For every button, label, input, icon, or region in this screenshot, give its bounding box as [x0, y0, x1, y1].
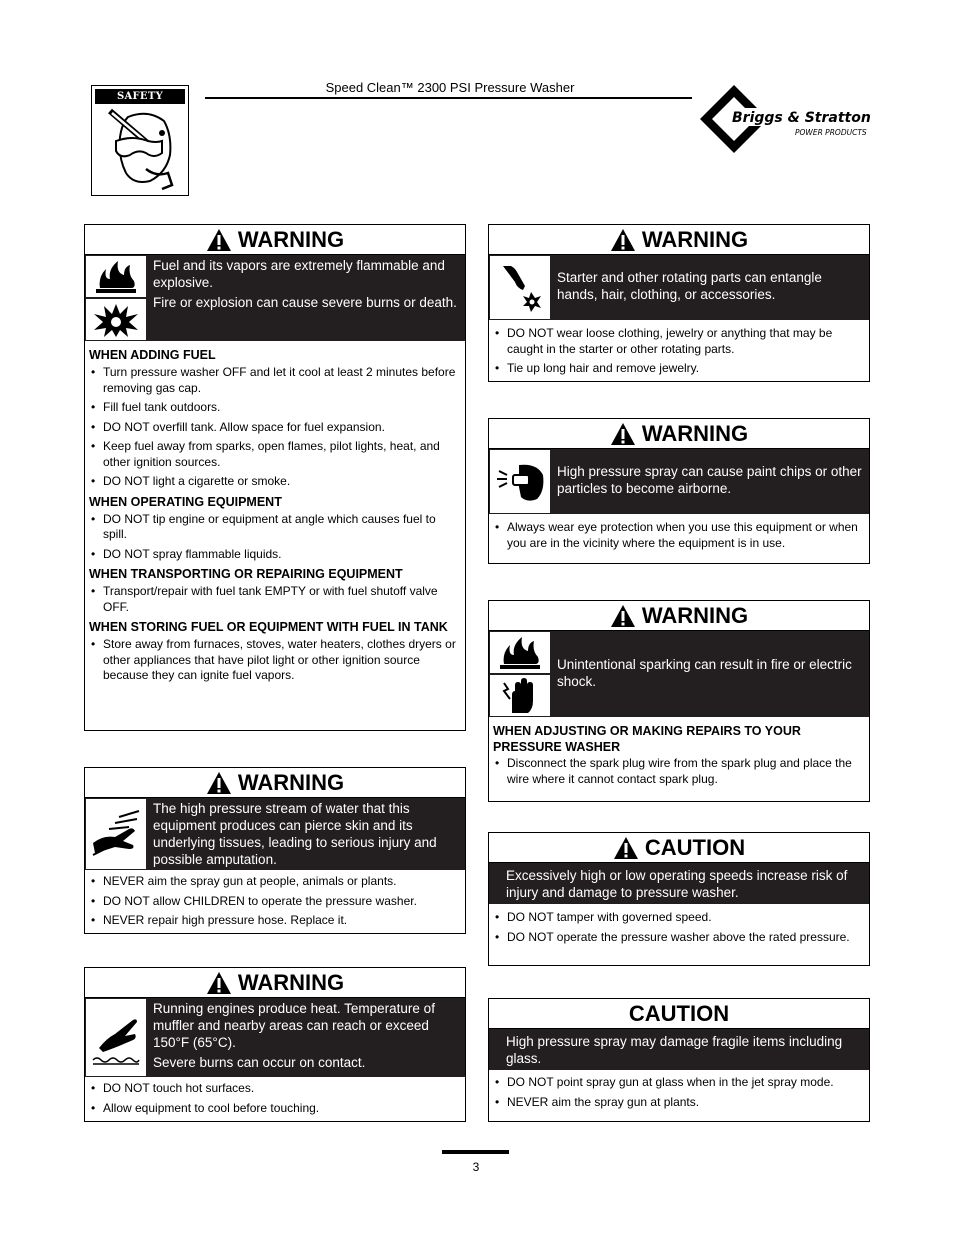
instructions	[85, 1077, 465, 1124]
brand-subtitle: POWER PRODUCTS	[795, 128, 867, 137]
explosion-icon	[85, 298, 147, 341]
hazard-text: Severe burns can occur on contact.	[153, 1055, 366, 1070]
header-rule	[205, 97, 692, 99]
fire-icon	[489, 631, 551, 674]
section-heading: WHEN ADJUSTING OR MAKING REPAIRS TO YOUR PRESSURE WASHER	[493, 724, 801, 754]
instructions	[85, 870, 465, 937]
hazard-panel	[489, 1029, 869, 1070]
starter-warning-box	[488, 224, 870, 382]
document-title: Speed Clean™ 2300 PSI Pressure Washer	[325, 80, 575, 95]
instructions	[489, 320, 869, 385]
warning-triangle-icon	[610, 228, 636, 252]
hazard-panel	[489, 863, 869, 904]
list-item: • DO NOT spray flammable liquids.	[89, 547, 460, 563]
speed-caution-box	[488, 832, 870, 966]
hazard-panel	[85, 255, 465, 341]
hazard-text: Running engines produce heat. Temperature of muffler and nearby areas can reach or exceed 150°F (65°C).	[153, 1001, 435, 1050]
eye-protection-icon	[489, 449, 551, 514]
box-title-text: CAUTION	[644, 834, 746, 860]
section-heading: WHEN OPERATING EQUIPMENT	[89, 494, 282, 509]
brand-diamond-icon	[698, 84, 870, 154]
spray-warning-box	[488, 418, 870, 564]
hazard-text: High pressure spray can cause paint chips or other particles to become airborne.	[557, 464, 862, 496]
box-title-text: CAUTION	[628, 1000, 730, 1026]
box-title-text: WARNING	[237, 769, 345, 795]
hazard-text: High pressure spray may damage fragile items including glass.	[506, 1034, 843, 1066]
hazard-text: Starter and other rotating parts can entangle hands, hair, clothing, or accessories.	[557, 270, 822, 302]
warning-triangle-icon	[613, 836, 639, 860]
section-heading: WHEN TRANSPORTING OR REPAIRING EQUIPMENT	[89, 567, 403, 581]
box-title-text: WARNING	[641, 226, 749, 252]
hazard-text: The high pressure stream of water that this equipment produces can pierce skin and its underlying tissues, leading to serious injury and possible amputation.	[153, 801, 437, 867]
hazard-text: Fire or explosion can cause severe burns or death.	[153, 295, 457, 310]
section-heading: WHEN ADDING FUEL	[89, 348, 216, 362]
hot-surface-icon	[85, 998, 147, 1077]
box-title-text: WARNING	[641, 420, 749, 446]
list-item: • Turn pressure washer OFF and let it cool at least 2 minutes before removing gas cap.	[89, 365, 460, 396]
hazard-panel	[489, 449, 869, 514]
list-item: • NEVER repair high pressure hose. Replace it.	[89, 913, 460, 929]
instructions	[85, 341, 465, 692]
list-item: • Disconnect the spark plug wire from the spark plug and place the wire where it cannot contact spark plug.	[493, 756, 864, 787]
box-title	[489, 833, 869, 863]
warning-triangle-icon	[206, 971, 232, 995]
box-title	[489, 419, 869, 449]
box-title	[85, 225, 465, 255]
box-title	[489, 999, 869, 1029]
fuel-warning-box	[84, 224, 466, 731]
list-item: • Keep fuel away from sparks, open flames, pilot lights, heat, and other ignition sources.	[89, 439, 460, 470]
hazard-panel	[489, 255, 869, 320]
list-item: • DO NOT touch hot surfaces.	[89, 1081, 460, 1097]
list-item: • DO NOT overfill tank. Allow space for fuel expansion.	[89, 420, 460, 436]
list-item: • DO NOT wear loose clothing, jewelry or anything that may be caught in the starter or other rotating parts.	[493, 326, 864, 357]
hazard-text: Excessively high or low operating speeds increase risk of injury and damage to pressure washer.	[506, 868, 848, 900]
warning-triangle-icon	[206, 228, 232, 252]
instructions	[489, 1070, 869, 1118]
safety-rules-logo	[91, 85, 189, 196]
list-item: • NEVER aim the spray gun at plants.	[493, 1095, 864, 1111]
footer-rule	[442, 1150, 509, 1154]
list-item: • DO NOT tamper with governed speed.	[493, 910, 864, 926]
section-heading: WHEN STORING FUEL OR EQUIPMENT WITH FUEL IN TANK	[89, 620, 448, 634]
briggs-stratton-logo	[698, 84, 870, 154]
hazard-panel	[85, 798, 465, 870]
box-title	[489, 601, 869, 631]
hazard-text: Fuel and its vapors are extremely flammable and explosive.	[153, 258, 445, 290]
box-title-text: WARNING	[237, 226, 345, 252]
list-item: • Fill fuel tank outdoors.	[89, 400, 460, 416]
list-item: • NEVER aim the spray gun at people, animals or plants.	[89, 874, 460, 890]
hazard-panel	[85, 998, 465, 1077]
box-title-text: WARNING	[237, 969, 345, 995]
list-item: • Allow equipment to cool before touching.	[89, 1101, 460, 1117]
list-item: • DO NOT tip engine or equipment at angle which causes fuel to spill.	[89, 512, 460, 543]
page-number: 3	[472, 1160, 480, 1174]
entanglement-icon	[489, 255, 551, 320]
warning-triangle-icon	[610, 604, 636, 628]
list-item: • DO NOT light a cigarette or smoke.	[89, 474, 460, 490]
box-title-text: WARNING	[641, 602, 749, 628]
spark-warning-box	[488, 600, 870, 802]
fire-icon	[85, 255, 147, 298]
instructions	[489, 717, 869, 795]
stream-warning-box	[84, 767, 466, 934]
injection-icon	[85, 798, 147, 870]
heat-warning-box	[84, 967, 466, 1122]
list-item: • Transport/repair with fuel tank EMPTY or with fuel shutoff valve OFF.	[89, 584, 460, 615]
glass-caution-box	[488, 998, 870, 1122]
list-item: • DO NOT allow CHILDREN to operate the pressure washer.	[89, 894, 460, 910]
warning-triangle-icon	[610, 422, 636, 446]
box-title	[85, 768, 465, 798]
safety-gear-icon	[98, 107, 182, 191]
safety-rules-label: SAFETY RULES	[95, 89, 185, 104]
shock-icon	[489, 674, 551, 717]
instructions	[489, 904, 869, 953]
list-item: • DO NOT operate the pressure washer above the rated pressure.	[493, 930, 864, 946]
list-item: • Always wear eye protection when you use this equipment or when you are in the vicinity where the equipment is in use.	[493, 520, 864, 551]
list-item: • Store away from furnaces, stoves, water heaters, clothes dryers or other appliances that have pilot light or other ignition source because they can ignite fuel vapors.	[89, 637, 460, 684]
box-title	[489, 225, 869, 255]
hazard-text: Unintentional sparking can result in fire or electric shock.	[557, 656, 852, 689]
brand-name: Briggs & Stratton	[732, 110, 870, 126]
list-item: • Tie up long hair and remove jewelry.	[493, 361, 864, 377]
list-item: • DO NOT point spray gun at glass when in the jet spray mode.	[493, 1075, 864, 1091]
box-title	[85, 968, 465, 998]
instructions	[489, 514, 869, 559]
hazard-panel	[489, 631, 869, 717]
warning-triangle-icon	[206, 771, 232, 795]
